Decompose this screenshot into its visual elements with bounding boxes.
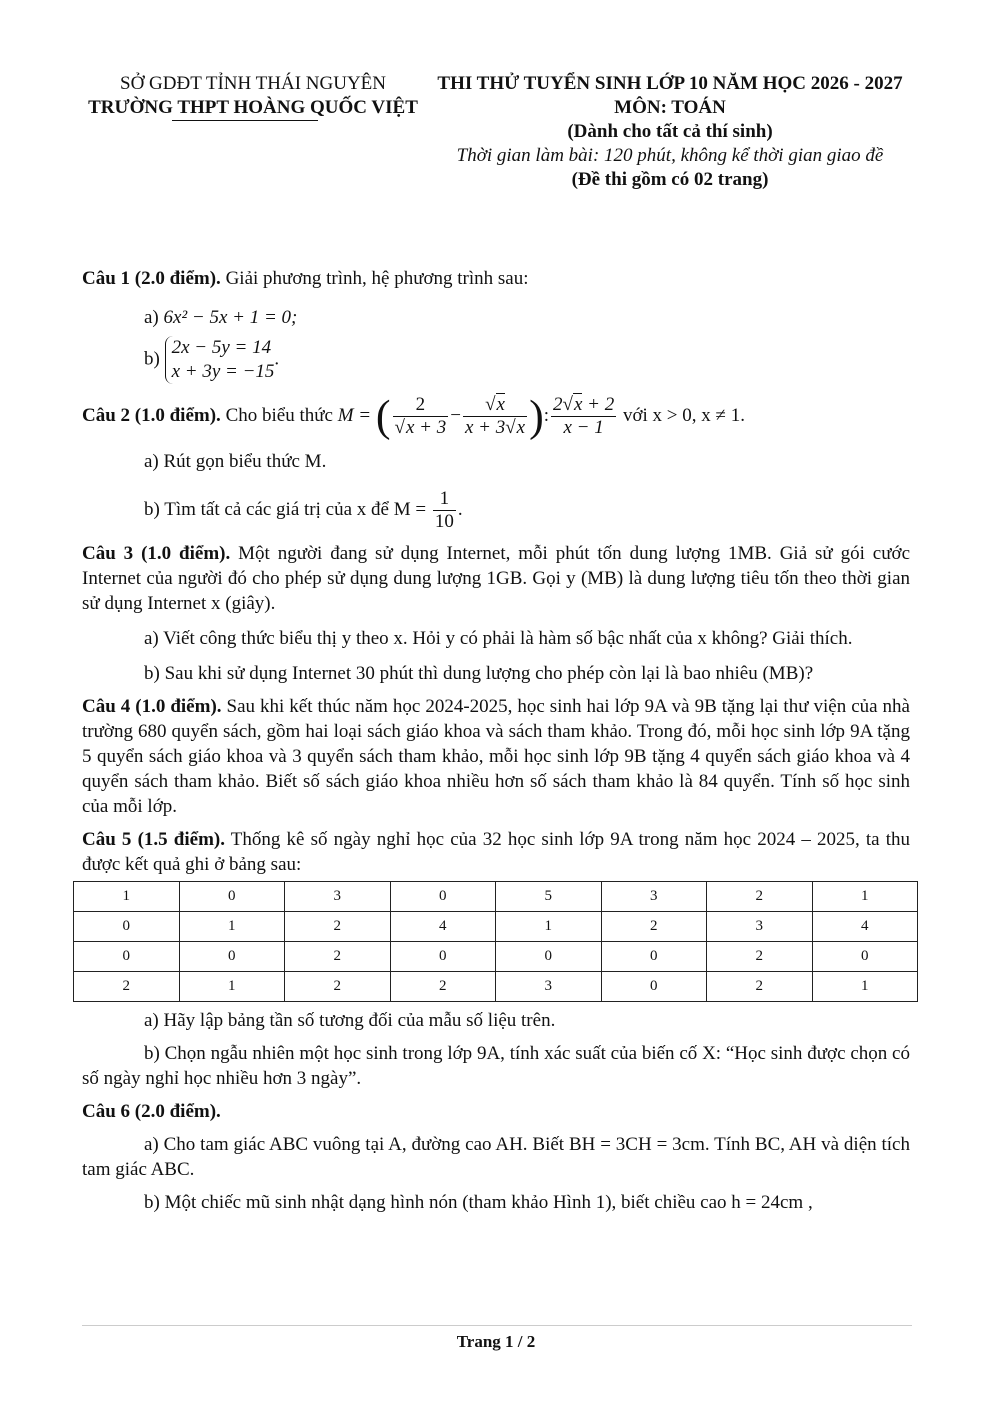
system-equation-1: 2x − 5y = 14 (171, 337, 272, 358)
table-row (74, 972, 918, 1002)
table-row (74, 882, 918, 912)
question-1a: a) 6x² − 5x + 1 = 0; (144, 307, 298, 328)
table-cell: 0 (601, 972, 707, 1002)
table-cell: 1 (74, 882, 180, 912)
question-5b: b) Chọn ngẫu nhiên một học sinh trong lớp 9A, tính xác suất của biến cố X: “Học sinh được chọn có số ngày nghỉ học nhiều hơn 3 ngày”. (82, 1043, 910, 1089)
absence-data-table (73, 881, 918, 1002)
table-cell: 1 (179, 912, 285, 942)
question-2: Câu 2 (1.0 điểm). Cho biểu thức M = ( $\frac{2}{√x + 3}$ − $\frac{√x}{x + 3√x}$ ): $\frac{2√x + 2}{x - 1}$ với x > 0, x ≠ 1. (82, 391, 745, 441)
question-3b: b) Sau khi sử dụng Internet 30 phút thì dung lượng cho phép còn lại là bao nhiêu (MB)? (144, 663, 814, 684)
table-cell: 2 (707, 972, 813, 1002)
equation-system (165, 336, 275, 384)
fraction-3: $\frac{2√x + 2}{x - 1}$ (553, 394, 615, 438)
question-6a: a) Cho tam giác ABC vuông tại A, đường cao AH. Biết BH = 3CH = 3cm. Tính BC, AH và diện tích tam giác ABC. (82, 1134, 910, 1180)
fraction-2: $\frac{√x}{x + 3√x}$ (464, 394, 526, 438)
table-cell: 0 (812, 942, 918, 972)
question-4: Câu 4 (1.0 điểm). Sau khi kết thúc năm học 2024-2025, học sinh hai lớp 9A và 9B tặng lại thư viện của nhà trường 680 quyển sách, gồm hai loại sách giáo khoa và sách tham khảo. Trong đó, mỗi học sinh lớp 9A tặng 5 quyển sách giáo khoa và 3 quyển sách tham khảo, mỗi học sinh lớp 9B tặng 4 quyển sách giáo khoa và 4 quyển sách tham khảo. Biết số sách giáo khoa nhiều hơn số sách tham khảo là 84 quyển. Tính số học sinh của mỗi lớp. (82, 696, 910, 817)
question-6 (82, 1099, 910, 1124)
table-cell: 2 (707, 942, 813, 972)
table-cell: 0 (601, 942, 707, 972)
table-cell: 0 (179, 882, 285, 912)
table-cell: 1 (496, 912, 602, 942)
question-2b: b) Tìm tất cả các giá trị của x để M = $\frac{1}{10}$ . (144, 488, 463, 532)
header-underline (172, 120, 318, 121)
question-1 (82, 266, 910, 291)
department-name: SỞ GDĐT TỈNH THÁI NGUYÊN (120, 73, 386, 94)
question-5-title: Câu 5 (1.5 điểm). (82, 829, 225, 850)
table-cell: 0 (496, 942, 602, 972)
audience: (Dành cho tất cả thí sinh) (567, 121, 773, 142)
table-cell: 2 (285, 972, 391, 1002)
question-1-title: Câu 1 (2.0 điểm). (82, 268, 221, 289)
table-cell: 3 (496, 972, 602, 1002)
question-1a-equation: 6x² − 5x + 1 = 0; (163, 307, 298, 328)
table-row (74, 912, 918, 942)
question-4-title: Câu 4 (1.0 điểm). (82, 696, 222, 717)
question-6b: b) Một chiếc mũ sinh nhật dạng hình nón (tham khảo Hình 1), biết chiều cao h = 24cm , (144, 1192, 813, 1213)
table-cell: 0 (179, 942, 285, 972)
question-6-title: Câu 6 (2.0 điểm). (82, 1101, 221, 1122)
question-5a: a) Hãy lập bảng tần số tương đối của mẫu số liệu trên. (144, 1010, 556, 1031)
table-cell: 5 (496, 882, 602, 912)
condition: với x > 0, x ≠ 1. (622, 404, 745, 426)
table-cell: 2 (285, 942, 391, 972)
table-cell: 4 (390, 912, 496, 942)
footer-divider (82, 1325, 912, 1326)
table-cell: 3 (707, 912, 813, 942)
question-3-title: Câu 3 (1.0 điểm). (82, 543, 231, 564)
header-left (88, 72, 418, 120)
fraction-1: $\frac{2}{√x + 3}$ (394, 394, 447, 438)
table-cell: 1 (179, 972, 285, 1002)
table-cell: 0 (74, 912, 180, 942)
table-cell: 2 (601, 912, 707, 942)
table-cell: 2 (707, 882, 813, 912)
table-cell: 2 (390, 972, 496, 1002)
table-cell: 2 (74, 972, 180, 1002)
subject: MÔN: TOÁN (614, 97, 726, 118)
table-row (74, 942, 918, 972)
table-cell: 1 (812, 972, 918, 1002)
question-5: Câu 5 (1.5 điểm). Thống kê số ngày nghỉ học của 32 học sinh lớp 9A trong năm học 2024 – 2025, ta thu được kết quả ghi ở bảng sau: (82, 829, 910, 875)
exam-title: THI THỬ TUYỂN SINH LỚP 10 NĂM HỌC 2026 - 2027 (437, 73, 903, 94)
table-cell: 4 (812, 912, 918, 942)
time-limit: Thời gian làm bài: 120 phút, không kể thời gian giao đề (456, 145, 884, 166)
table-cell: 3 (285, 882, 391, 912)
question-3: Câu 3 (1.0 điểm). Một người đang sử dụng Internet, mỗi phút tốn dung lượng 1MB. Giả sử gói cước Internet của người đó cho phép sử dụng dung lượng 1GB. Gọi y (MB) là dung lượng tiêu tốn theo thời gian sử dụng Internet x (giây). (82, 543, 911, 614)
expression-lhs: M = (337, 404, 372, 426)
table-cell: 0 (74, 942, 180, 972)
system-equation-2: x + 3y = −15 (171, 361, 275, 382)
question-2-title: Câu 2 (1.0 điểm). (82, 404, 221, 426)
table-cell: 0 (390, 882, 496, 912)
table-cell: 1 (812, 882, 918, 912)
page-number: Trang 1 / 2 (456, 1332, 536, 1351)
table-cell: 2 (285, 912, 391, 942)
table-cell: 3 (601, 882, 707, 912)
question-2a: a) Rút gọn biểu thức M. (144, 451, 327, 472)
question-1b: b) 2x − 5y = 14 x + 3y = −15 . (144, 337, 280, 382)
school-name: TRƯỜNG THPT HOÀNG QUỐC VIỆT (88, 97, 418, 118)
page-count-note: (Đề thi gồm có 02 trang) (571, 169, 769, 190)
table-cell: 0 (390, 942, 496, 972)
question-1-text: Giải phương trình, hệ phương trình sau: (220, 268, 529, 289)
question-3a: a) Viết công thức biểu thị y theo x. Hỏi y có phải là hàm số bậc nhất của x không? Giải thích. (144, 628, 853, 649)
exam-body (82, 266, 910, 1215)
fraction-one-tenth: $\frac{1}{10}$ (434, 488, 454, 532)
header-right (420, 72, 920, 192)
